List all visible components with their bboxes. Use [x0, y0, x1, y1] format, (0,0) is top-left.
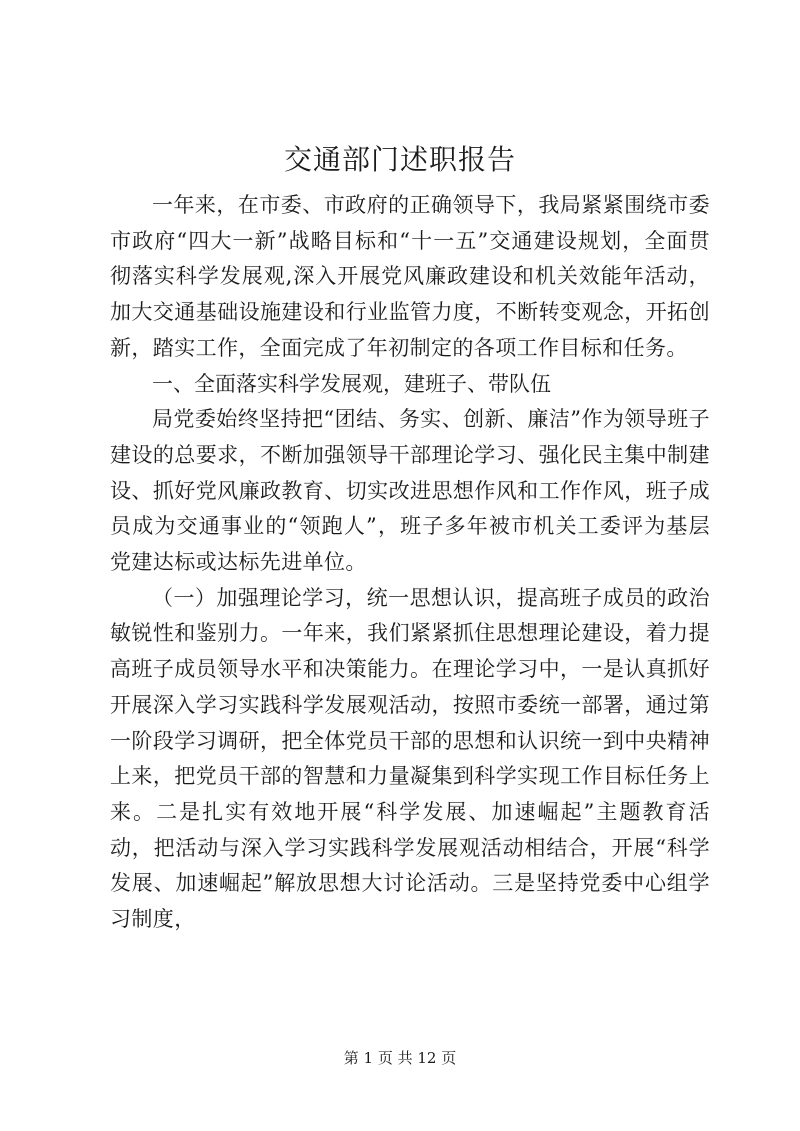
body-paragraph: （一）加强理论学习，统一思想认识，提高班子成员的政治敏锐性和鉴别力。一年来，我们紧紧抓住思想理论建设，着力提高班子成员领导水平和决策能力。在理论学习中，一是认真抓好开展深入学习实践科学发展观活动，按照市委统一部署，通过第一阶段学习调研，把全体党员干部的思想和认识统一到中央精神上来，把党员干部的智慧和力量凝集到科学实现工作目标任务上来。二是扎实有效地开展“科学发展、加速崛起”主题教育活动，把活动与深入学习实践科学发展观活动相结合，开展“科学发展、加速崛起”解放思想大讨论活动。三是坚持党委中心组学习制度，: [110, 585, 710, 932]
document-title: 交通部门述职报告: [283, 143, 516, 176]
document-body: [110, 188, 710, 938]
section-heading: 一、全面落实科学发展观，建班子、带队伍: [152, 371, 551, 396]
intro-paragraph: 一年来，在市委、市政府的正确领导下，我局紧紧围绕市委市政府“四大一新”战略目标和“十一五”交通建设规划，全面贯彻落实科学发展观,深入开展党风廉政建设和机关效能年活动，加大交通基础设施建设和行业监管力度，不断转变观念，开拓创新，踏实工作，全面完成了年初制定的各项工作目标和任务。: [110, 193, 710, 360]
page-number: 第 1 页 共 12 页: [343, 1049, 457, 1067]
body-paragraph: 局党委始终坚持把“团结、务实、创新、廉洁”作为领导班子建设的总要求，不断加强领导干部理论学习、强化民主集中制建设、抓好党风廉政教育、切实改进思想作风和工作作风，班子成员成为交通事业的“领跑人”，班子多年被市机关工委评为基层党建达标或达标先进单位。: [110, 407, 710, 575]
